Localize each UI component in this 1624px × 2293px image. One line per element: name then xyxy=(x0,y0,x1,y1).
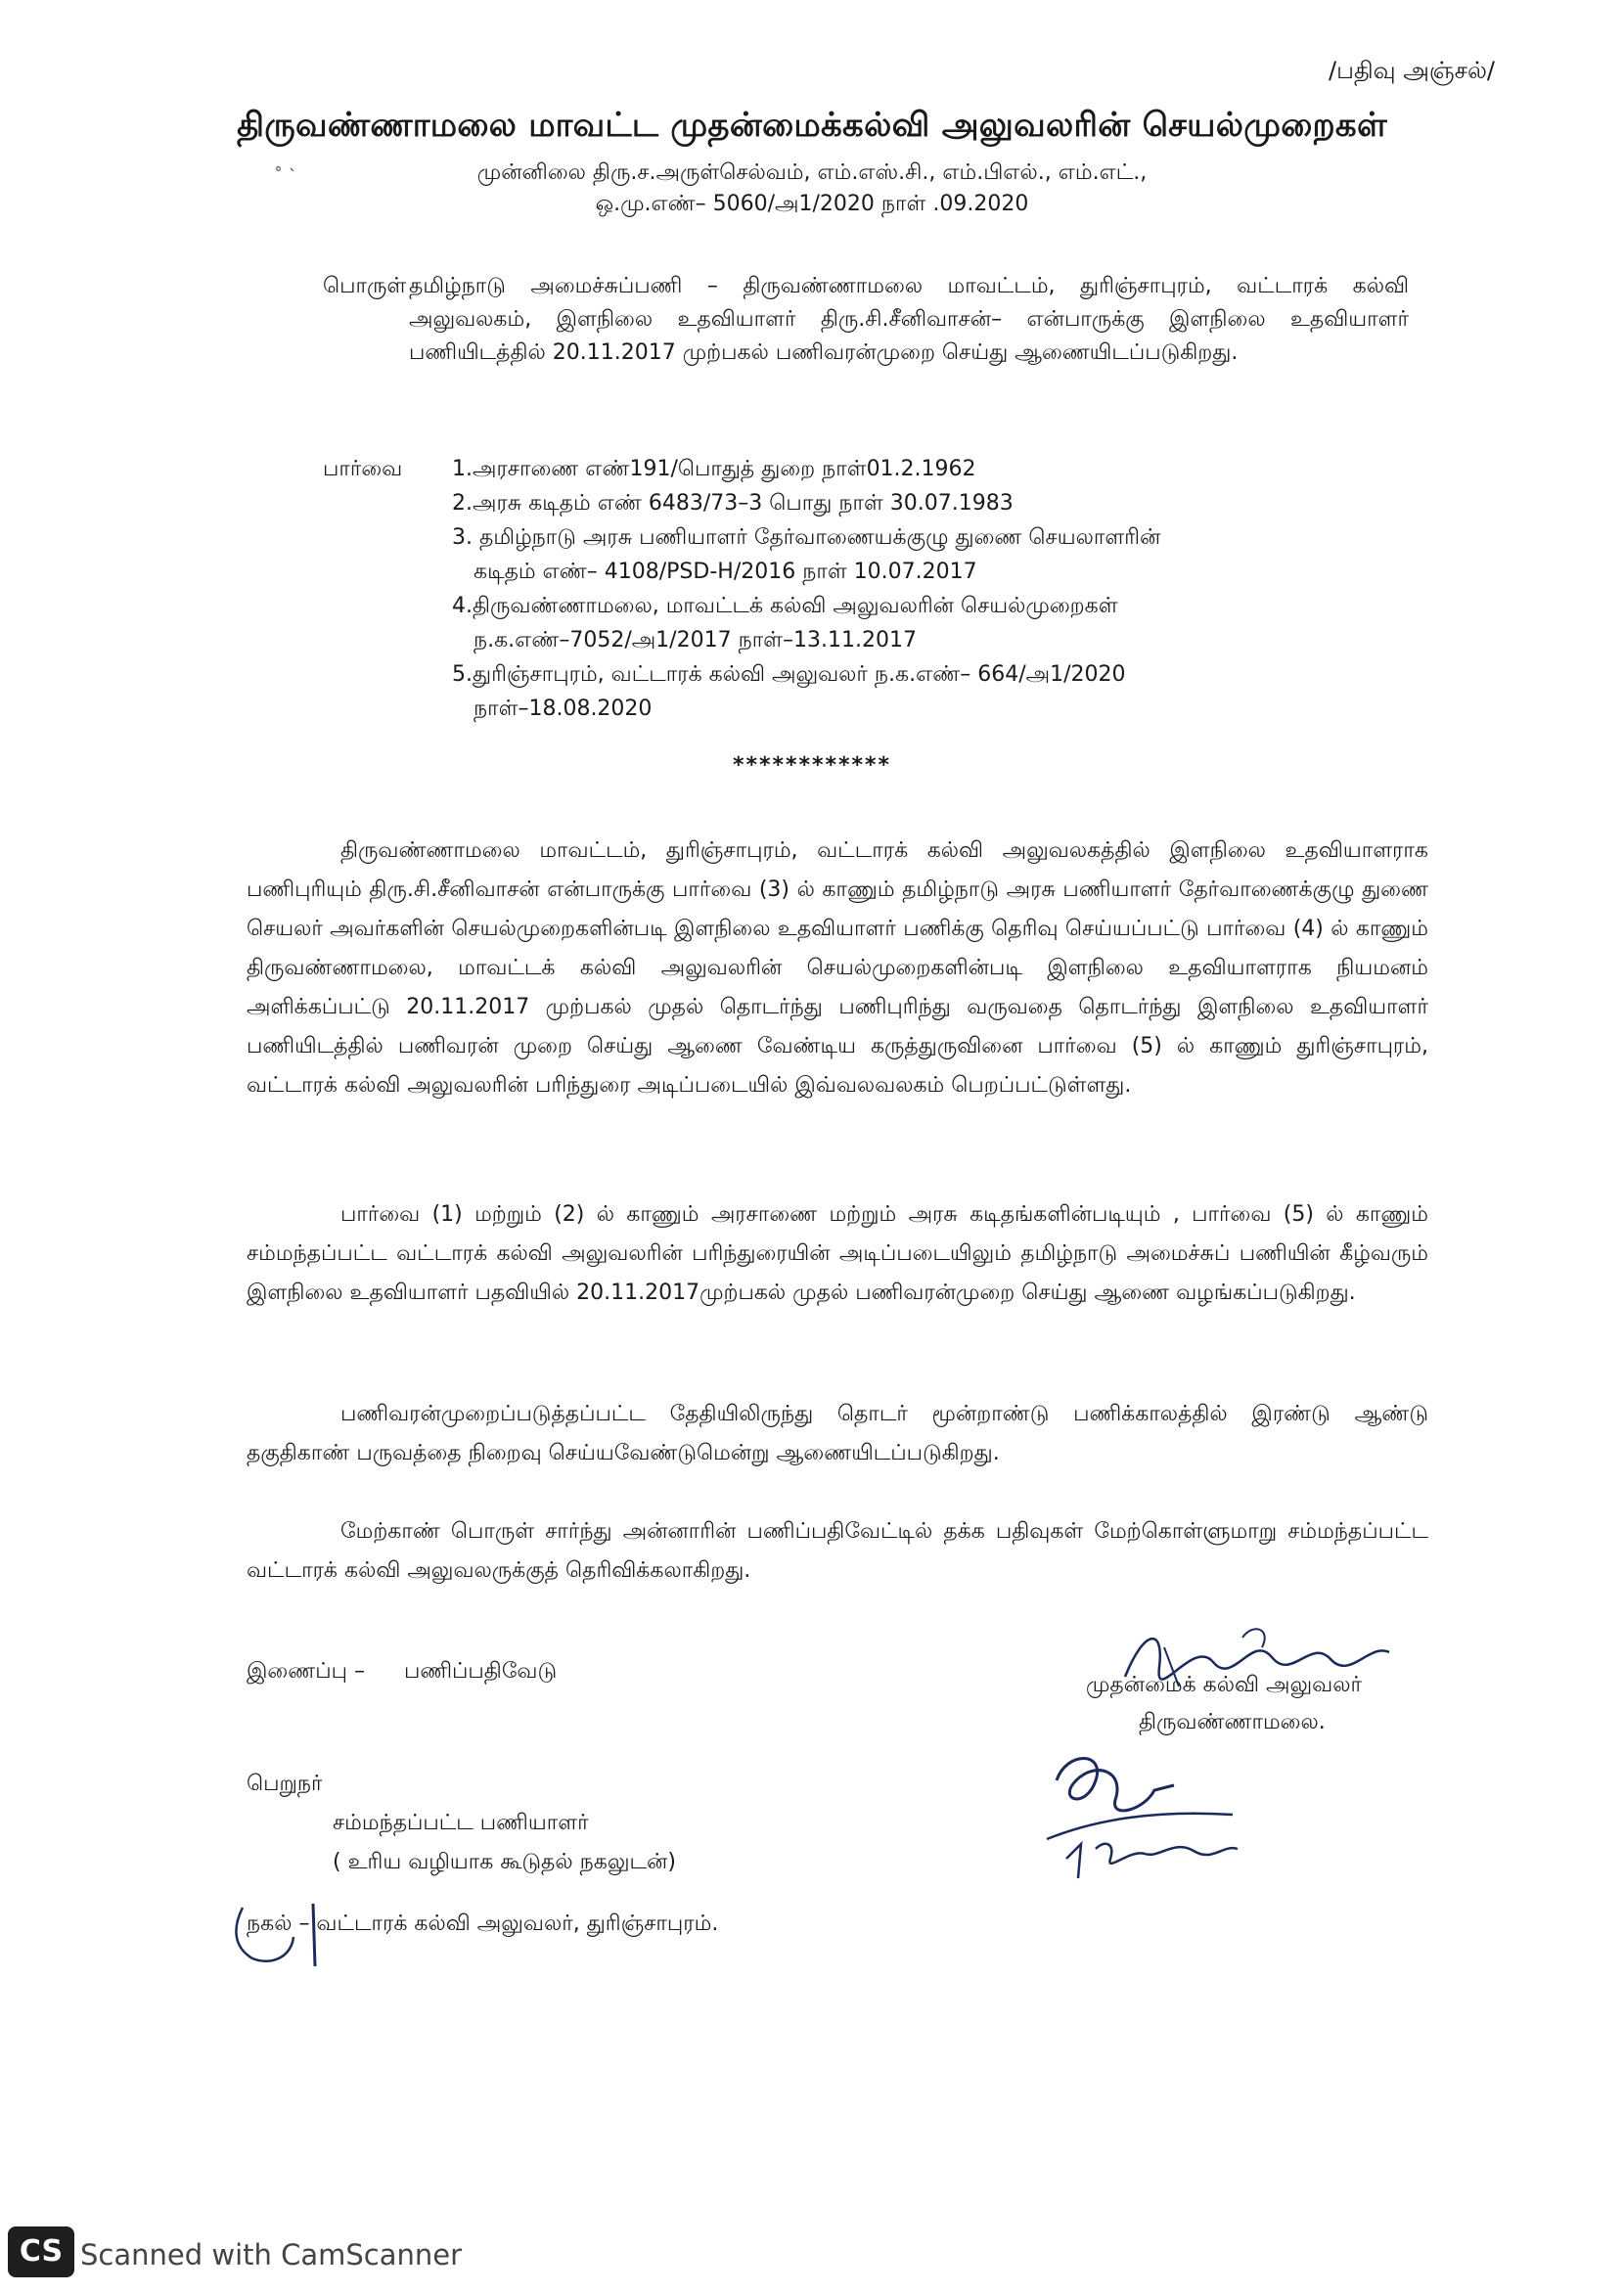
signatory-title: முதன்மைக் கல்வி அலுவலர் xyxy=(1086,1673,1362,1697)
body-paragraph-3: பணிவரன்முறைப்படுத்தப்பட்ட தேதியிலிருந்து தொடர் மூன்றாண்டு பணிக்காலத்தில் இரண்டு ஆண்டு தகுதிகாண் பருவத்தை நிறைவு செய்யவேண்டுமென்று ஆணையிடப்படுகிறது. xyxy=(247,1402,1428,1465)
recipient-label: பெறுநர் xyxy=(247,1772,323,1796)
scan-speck: ˚ ` xyxy=(274,166,297,187)
enclosure xyxy=(247,1659,557,1686)
separator: ************ xyxy=(732,753,892,778)
reference-number: ஒ.மு.எண்– 5060/அ1/2020 நாள் .09.2020 xyxy=(595,192,1029,216)
recipient-note: ( உரிய வழியாக கூடுதல் நகலுடன்) xyxy=(333,1850,676,1874)
presence-line: முன்னிலை திரு.ச.அருள்செல்வம், எம்.எஸ்.சி., எம்.பிஎல்., எம்.எட்., xyxy=(476,160,1148,185)
subject-label: பொருள் xyxy=(323,274,407,298)
references-label: பார்வை xyxy=(323,457,403,481)
post-mark: /பதிவு அஞ்சல்/ xyxy=(1329,57,1495,84)
reference-item: 4.திருவண்ணாமலை, மாவட்டக் கல்வி அலுவலரின் செயல்முறைகள் ந.க.எண்–7052/அ1/2017 நாள்–13.11.2017 xyxy=(452,594,1118,652)
enclosure-value: பணிப்பதிவேடு xyxy=(403,1659,558,1684)
subject-text: தமிழ்நாடு அமைச்சுப்பணி – திருவண்ணாமலை மாவட்டம், துரிஞ்சாபுரம், வட்டாரக் கல்வி அலுவலகம், இளநிலை உதவியாளர் திரு.சி.சீனிவாசன்– என்பாருக்கு இளநிலை உதவியாளர் பணியிடத்தில் 20.11.2017 முற்பகல் பணிவரன்முறை செய்து ஆணையிடப்படுகிறது. xyxy=(409,274,1409,365)
reference-item: 3. தமிழ்நாடு அரசு பணியாளர் தேர்வாணையக்குழு துணை செயலாளரின் கடிதம் எண்– 4108/PSD-H/2016 நாள் 10.07.2017 xyxy=(452,525,1161,584)
references-list xyxy=(452,452,1409,726)
recipient-block xyxy=(247,1765,676,1882)
reference-item: 2.அரசு கடிதம் எண் 6483/73–3 பொது நாள் 30.07.1983 xyxy=(452,491,1014,516)
page-title: திருவண்ணாமலை மாவட்ட முதன்மைக்கல்வி அலுவலரின் செயல்முறைகள் xyxy=(237,106,1387,145)
signatory-place: திருவண்ணாமலை. xyxy=(1139,1710,1326,1734)
camscanner-watermark: Scanned with CamScanner xyxy=(80,2238,463,2271)
camscanner-logo: CS xyxy=(8,2226,74,2277)
recipient-name: சம்மந்தப்பட்ட பணியாளர் xyxy=(333,1811,589,1835)
subject-block xyxy=(323,270,1409,370)
body-paragraph-2: பார்வை (1) மற்றும் (2) ல் காணும் அரசாணை மற்றும் அரசு கடிதங்களின்படியும் , பார்வை (5) ல் காணும் சம்மந்தப்பட்ட வட்டாரக் கல்வி அலுவலரின் பரிந்துரையின் அடிப்படையிலும் தமிழ்நாடு அமைச்சுப் பணியின் கீழ்வரும் இளநிலை உதவியாளர் பதவியில் 20.11.2017முற்பகல் முதல் பணிவரன்முறை செய்து ஆணை வழங்கப்படுகிறது. xyxy=(247,1202,1428,1305)
body-paragraph-4: மேற்காண் பொருள் சார்ந்து அன்னாரின் பணிப்பதிவேட்டில் தக்க பதிவுகள் மேற்கொள்ளுமாறு சம்மந்தப்பட்ட வட்டாரக் கல்வி அலுவலருக்குத் தெரிவிக்கலாகிறது. xyxy=(247,1519,1428,1583)
initial-signature xyxy=(1037,1741,1252,1888)
references-block xyxy=(323,452,1409,726)
reference-item: 1.அரசாணை எண்191/பொதுத் துறை நாள்01.2.1962 xyxy=(452,457,976,481)
reference-item: 5.துரிஞ்சாபுரம், வட்டாரக் கல்வி அலுவலர் ந.க.எண்– 664/அ1/2020 நாள்–18.08.2020 xyxy=(452,662,1126,721)
enclosure-label: இணைப்பு – xyxy=(247,1659,365,1684)
copy-to: நகல் – வட்டாரக் கல்வி அலுவலர், துரிஞ்சாபுரம். xyxy=(247,1911,719,1936)
body-paragraph-1: திருவண்ணாமலை மாவட்டம், துரிஞ்சாபுரம், வட்டாரக் கல்வி அலுவலகத்தில் இளநிலை உதவியாளராக பணிபுரியும் திரு.சி.சீனிவாசன் என்பாருக்கு பார்வை (3) ல் காணும் தமிழ்நாடு அரசு பணியாளர் தேர்வாணைக்குழு துணை செயலர் அவர்களின் செயல்முறைகளின்படி இளநிலை உதவியாளர் பணிக்கு தெரிவு செய்யப்பட்டு பார்வை (4) ல் காணும் திருவண்ணாமலை, மாவட்டக் கல்வி அலுவலரின் செயல்முறைகளின்படி இளநிலை உதவியாளராக நியமனம் அளிக்கப்பட்டு 20.11.2017 முற்பகல் முதல் தொடர்ந்து பணிபுரிந்து வருவதை தொடர்ந்து இளநிலை உதவியாளர் பணியிடத்தில் பணிவரன் முறை செய்து ஆணை வேண்டிய கருத்துருவினை பார்வை (5) ல் காணும் துரிஞ்சாபுரம், வட்டாரக் கல்வி அலுவலரின் பரிந்துரை அடிப்படையில் இவ்வலவலகம் பெறப்பட்டுள்ளது. xyxy=(247,838,1428,1098)
